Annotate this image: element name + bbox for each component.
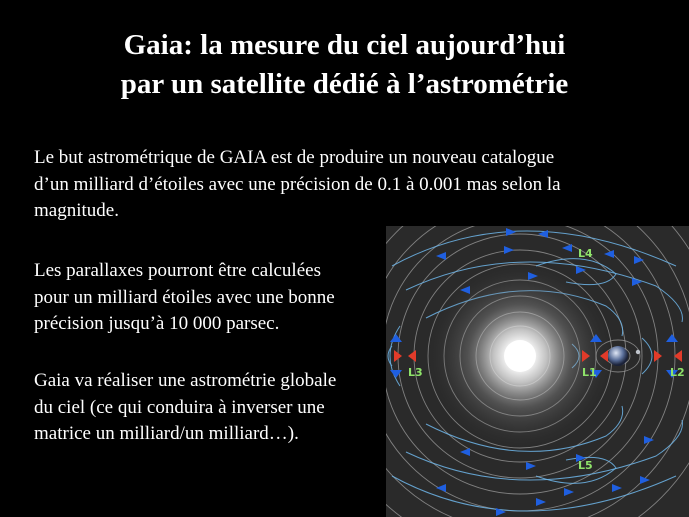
paragraph-line: précision jusqu’à 10 000 parsec. [34, 313, 280, 334]
label-l2: L2 [670, 366, 685, 379]
paragraph-line: Gaia va réaliser une astrométrie globale [34, 370, 337, 391]
paragraph-global-astrometry [34, 368, 394, 448]
label-l4: L4 [578, 247, 593, 260]
paragraph-line: matrice un milliard/un milliard…). [34, 423, 299, 444]
slide-title [0, 26, 689, 104]
paragraph-line: Les parallaxes pourront être calculées [34, 260, 321, 281]
label-l3: L3 [408, 366, 423, 379]
paragraph-line: magnitude. [34, 200, 119, 221]
lagrange-diagram-svg [386, 226, 689, 517]
earth [608, 346, 628, 366]
title-line-2: par un satellite dédié à l’astrométrie [120, 68, 569, 100]
paragraph-line: d’un milliard d’étoiles avec une précision de 0.1 à 0.001 mas selon la [34, 173, 561, 195]
paragraph-parallax [34, 258, 394, 338]
paragraph-line: du ciel (ce qui conduira à inverser une [34, 396, 325, 418]
paragraph-line: pour un milliard étoiles avec une bonne [34, 286, 335, 308]
paragraph-goal [34, 145, 674, 225]
lagrange-points-diagram [386, 226, 689, 517]
label-l1: L1 [582, 366, 597, 379]
paragraph-line: Le but astrométrique de GAIA est de produire un nouveau catalogue [34, 147, 555, 168]
label-l5: L5 [578, 459, 593, 472]
title-line-1: Gaia: la mesure du ciel aujourd’hui [123, 29, 566, 61]
